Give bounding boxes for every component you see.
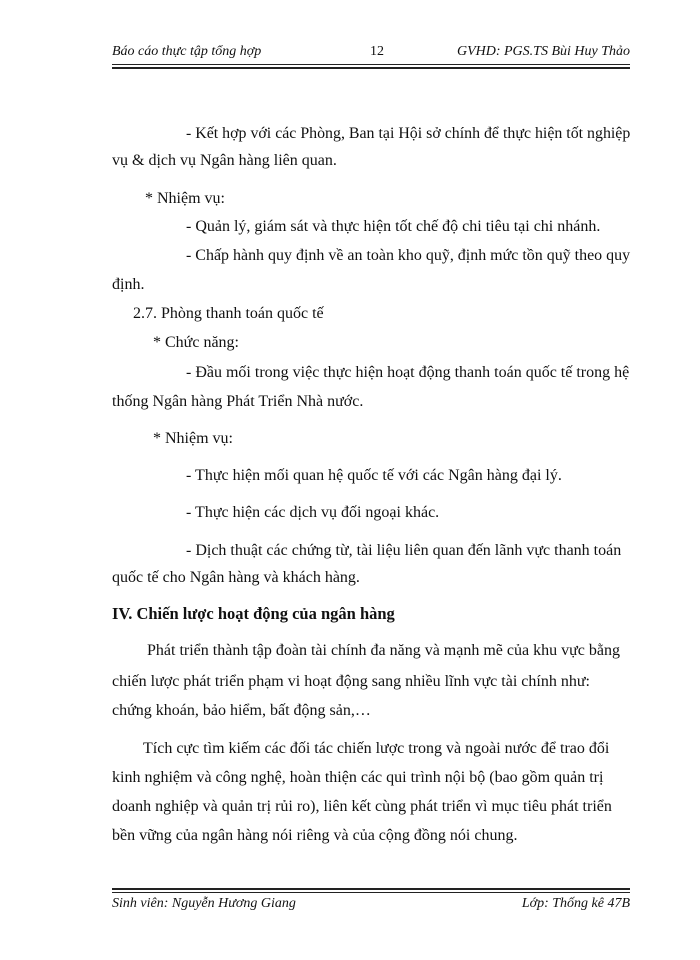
paragraph-line: quốc tế cho Ngân hàng và khách hàng. — [112, 569, 360, 586]
footer-student: Sinh viên: Nguyễn Hương Giang — [112, 896, 296, 911]
page-header — [112, 44, 630, 64]
paragraph-line: - Thực hiện các dịch vụ đối ngoại khác. — [186, 504, 440, 521]
paragraph-line: - Đầu mối trong việc thực hiện hoạt động thanh toán quốc tế trong hệ — [186, 364, 630, 381]
footer-class: Lớp: Thống kê 47B — [521, 896, 630, 911]
paragraph-line: Phát triển thành tập đoàn tài chính đa năng và mạnh mẽ của khu vực bằng — [147, 642, 620, 659]
header-rule — [112, 64, 630, 69]
subheading-chuc-nang: * Chức năng: — [153, 334, 239, 351]
paragraph-line: định. — [112, 276, 145, 293]
paragraph-line: - Quản lý, giám sát và thực hiện tốt chế độ chi tiêu tại chi nhánh. — [186, 218, 601, 235]
paragraph-line: doanh nghiệp và quản trị rủi ro), liên kết cùng phát triển vì mục tiêu phát triển — [112, 798, 612, 815]
paragraph-line: kinh nghiệm và công nghệ, hoàn thiện các qui trình nội bộ (bao gồm quản trị — [112, 769, 604, 786]
paragraph-line: bền vững của ngân hàng nói riêng và của cộng đồng nói chung. — [112, 827, 518, 844]
paragraph-line: chứng khoán, bảo hiểm, bất động sản,… — [112, 702, 371, 719]
page-footer — [112, 896, 630, 916]
paragraph-line: Tích cực tìm kiếm các đối tác chiến lược trong và ngoài nước để trao đổi — [143, 740, 610, 757]
paragraph-line: - Dịch thuật các chứng từ, tài liệu liên quan đến lãnh vực thanh toán — [186, 542, 622, 559]
paragraph-line: - Kết hợp với các Phòng, Ban tại Hội sở chính để thực hiện tốt nghiệp — [186, 125, 631, 142]
paragraph-line: thống Ngân hàng Phát Triển Nhà nước. — [112, 393, 364, 410]
section-heading-iv: IV. Chiến lược hoạt động của ngân hàng — [112, 604, 395, 623]
page-number: 12 — [370, 44, 384, 59]
paragraph-line: - Thực hiện mối quan hệ quốc tế với các Ngân hàng đại lý. — [186, 467, 562, 484]
paragraph-line: chiến lược phát triển phạm vi hoạt động sang nhiều lĩnh vực tài chính như: — [112, 673, 590, 690]
subheading-nhiem-vu: * Nhiệm vụ: — [153, 430, 233, 447]
subheading-nhiem-vu: * Nhiệm vụ: — [145, 190, 225, 207]
paragraph-line: - Chấp hành quy định về an toàn kho quỹ, định mức tồn quỹ theo quy — [186, 247, 631, 264]
section-title-2-7: 2.7. Phòng thanh toán quốc tế — [133, 305, 324, 322]
paragraph-line: vụ & dịch vụ Ngân hàng liên quan. — [112, 152, 337, 169]
footer-rule — [112, 888, 630, 893]
header-supervisor: GVHD: PGS.TS Bùi Huy Thảo — [456, 44, 630, 59]
header-report-title: Báo cáo thực tập tổng hợp — [112, 44, 262, 59]
